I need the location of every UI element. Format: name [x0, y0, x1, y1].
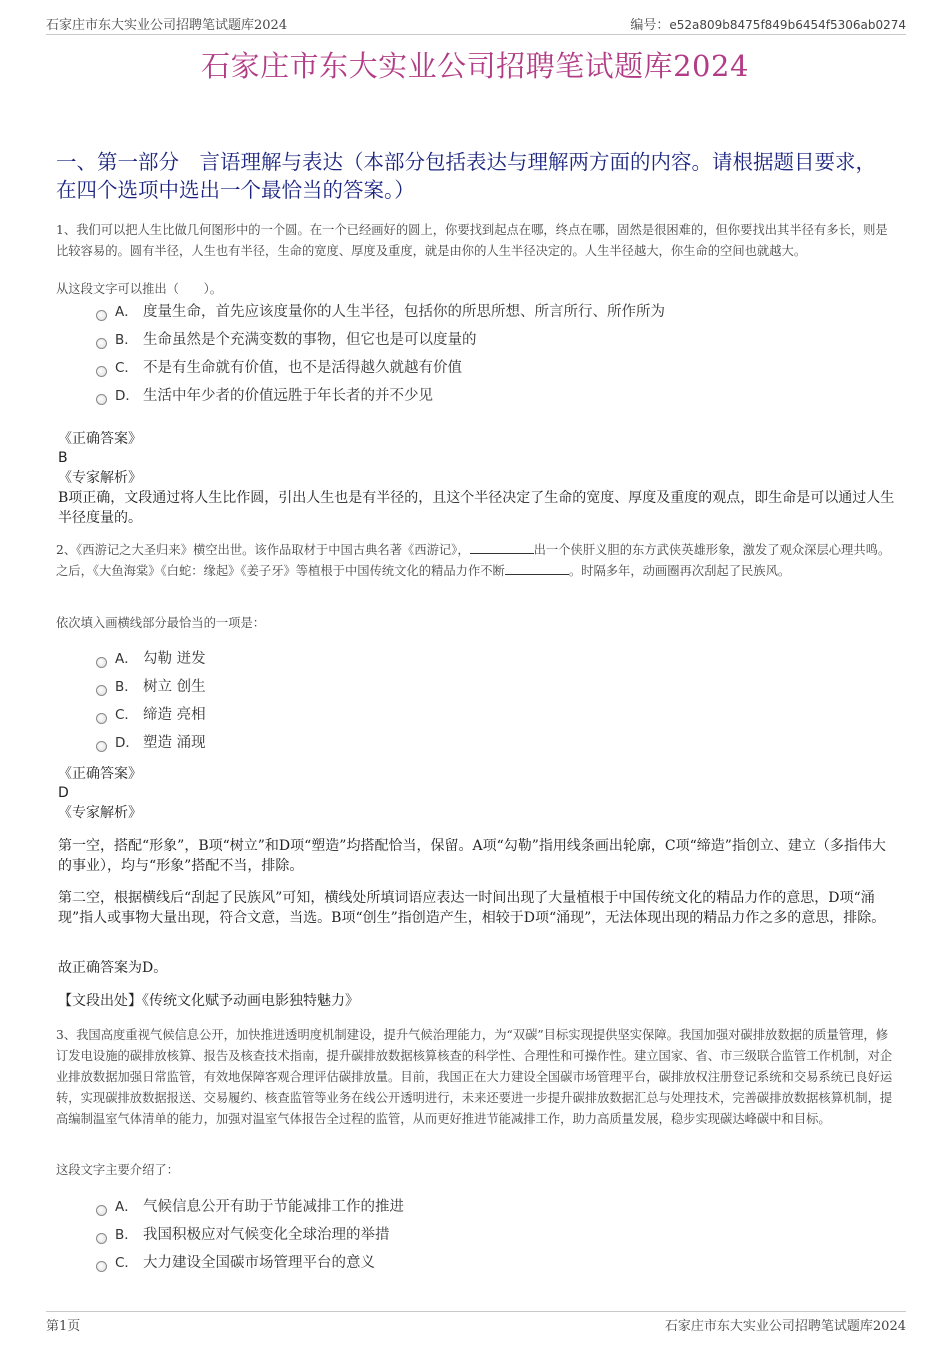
header-doc-title: 石家庄市东大实业公司招聘笔试题库2024 [46, 18, 288, 33]
q1-ask: 从这段文字可以推出（ ）。 [56, 282, 223, 296]
radio-icon[interactable] [96, 741, 107, 752]
q1-option-a[interactable]: A． 度量生命，首先应该度量你的人生半径，包括你的所思所想、所言所行、所作所为 [96, 300, 665, 324]
radio-icon[interactable] [96, 310, 107, 321]
q2-option-a[interactable]: A． 勾勒 迸发 [96, 647, 206, 671]
q1-option-b[interactable]: B． 生命虽然是个充满变数的事物，但它也是可以度量的 [96, 328, 477, 352]
radio-icon[interactable] [96, 1261, 107, 1272]
header-doc-code [630, 14, 906, 33]
q2-ask: 依次填入画横线部分最恰当的一项是： [56, 616, 266, 630]
q2-option-b[interactable]: B． 树立 创生 [96, 675, 206, 699]
radio-icon[interactable] [96, 713, 107, 724]
q3-ask: 这段文字主要介绍了： [56, 1163, 179, 1177]
radio-icon[interactable] [96, 657, 107, 668]
q2-source: 【文段出处】《传统文化赋予动画电影独特魅力》 [58, 993, 359, 1009]
footer-doc-title: 石家庄市东大实业公司招聘笔试题库2024 [664, 1319, 906, 1334]
q1-answer-label: 《正确答案》 [58, 431, 142, 447]
q3-option-c[interactable]: C． 大力建设全国碳市场管理平台的意义 [96, 1251, 375, 1275]
q2-option-c[interactable]: C． 缔造 亮相 [96, 703, 206, 727]
radio-icon[interactable] [96, 685, 107, 696]
q1-stem: 1、我们可以把人生比做几何图形中的一个圆。在一个已经画好的圆上，你要找到起点在哪，终点在哪，固然是很困难的，但你要找出其半径有多长，则是比较容易的。圆有半径，人生也有半径，生命的宽度、厚度及重度，就是由你的人生半径决定的。人生半径越大，你生命的空间也就越大。 [56, 223, 888, 258]
page-title: 石家庄市东大实业公司招聘笔试题库2024 [201, 49, 749, 83]
header-code-label: 编号： [630, 18, 670, 33]
radio-icon[interactable] [96, 366, 107, 377]
q2-answer: D [58, 785, 69, 801]
q1-analysis: B项正确，文段通过将人生比作圆，引出人生也是有半径的，且这个半径决定了生命的宽度、厚度及重度的观点，即生命是可以通过人生半径度量的。 [58, 490, 895, 526]
q2-analysis-1: 第一空，搭配“形象”，B项“树立”和D项“塑造”均搭配恰当，保留。A项“勾勒”指用线条画出轮廓，C项“缔造”指创立、建立（多指伟大的事业），均与“形象”搭配不当，排除。 [58, 838, 886, 874]
q2-stem: 2、《西游记之大圣归来》横空出世。该作品取材于中国古典名著《西游记》， 出一个侠肝义胆的东方武侠英雄形象，激发了观众深层心理共鸣。之后，《大鱼海棠》《白蛇：缘起》《姜子牙》等植根于中国传统文化的精品力作不断 。时隔多年，动画圈再次刮起了民族风。 [56, 543, 891, 578]
q3-stem: 3、我国高度重视气候信息公开，加快推进透明度机制建设，提升气候治理能力，为“双碳”目标实现提供坚实保障。我国加强对碳排放数据的质量管理，修订发电设施的碳排放核算、报告及核查技术指南，提升碳排放数据核算核查的科学性、合理性和可操作性。建立国家、省、市三级联合监管工作机制，对企业排放数据加强日常监管，有效地保障客观合理评估碳排放量。目前，我国正在大力建设全国碳市场管理平台，碳排放权注册登记系统和交易系统已良好运转，实现碳排放数据报送、交易履约、核查监管等业务在线公开透明进行，未来还要进一步提升碳排放数据汇总与处理技术，完善碳排放数据核算机制，提高编制温室气体清单的能力，加强对温室气体报告全过程的监管，从而更好推进节能减排工作，助力高质量发展，稳步实现碳达峰碳中和目标。 [56, 1028, 893, 1126]
header-code-value: e52a809b8475f849b6454f5306ab0274 [669, 18, 906, 32]
page-header [46, 14, 906, 35]
radio-icon[interactable] [96, 338, 107, 349]
footer-page-number: 第1页 [46, 1319, 81, 1334]
q2-answer-label: 《正确答案》 [58, 766, 142, 782]
q2-analysis-label: 《专家解析》 [58, 805, 142, 821]
radio-icon[interactable] [96, 394, 107, 405]
q2-option-d[interactable]: D． 塑造 涌现 [96, 731, 206, 755]
fill-blank [505, 562, 569, 575]
section-heading: 一、第一部分 言语理解与表达（本部分包括表达与理解两方面的内容。请根据题目要求，在四个选项中选出一个最恰当的答案。） [56, 150, 876, 202]
q1-analysis-label: 《专家解析》 [58, 470, 142, 486]
q3-option-b[interactable]: B． 我国积极应对气候变化全球治理的举措 [96, 1223, 390, 1247]
page-footer [46, 1311, 906, 1336]
q1-option-c[interactable]: C． 不是有生命就有价值，也不是活得越久就越有价值 [96, 356, 462, 380]
fill-blank [470, 541, 534, 554]
radio-icon[interactable] [96, 1233, 107, 1244]
q2-analysis-3: 故正确答案为D。 [58, 960, 168, 976]
q2-analysis-2: 第二空，根据横线后“刮起了民族风”可知，横线处所填词语应表达一时间出现了大量植根于中国传统文化的精品力作的意思，D项“涌现”指人或事物大量出现，符合文意，当选。B项“创生”指创造产生，相较于D项“涌现”，无法体现出现的精品力作之多的意思，排除。 [58, 890, 886, 926]
q1-answer: B [58, 450, 68, 466]
radio-icon[interactable] [96, 1205, 107, 1216]
q3-option-a[interactable]: A． 气候信息公开有助于节能减排工作的推进 [96, 1195, 404, 1219]
q1-option-d[interactable]: D． 生活中年少者的价值远胜于年长者的并不少见 [96, 384, 433, 408]
